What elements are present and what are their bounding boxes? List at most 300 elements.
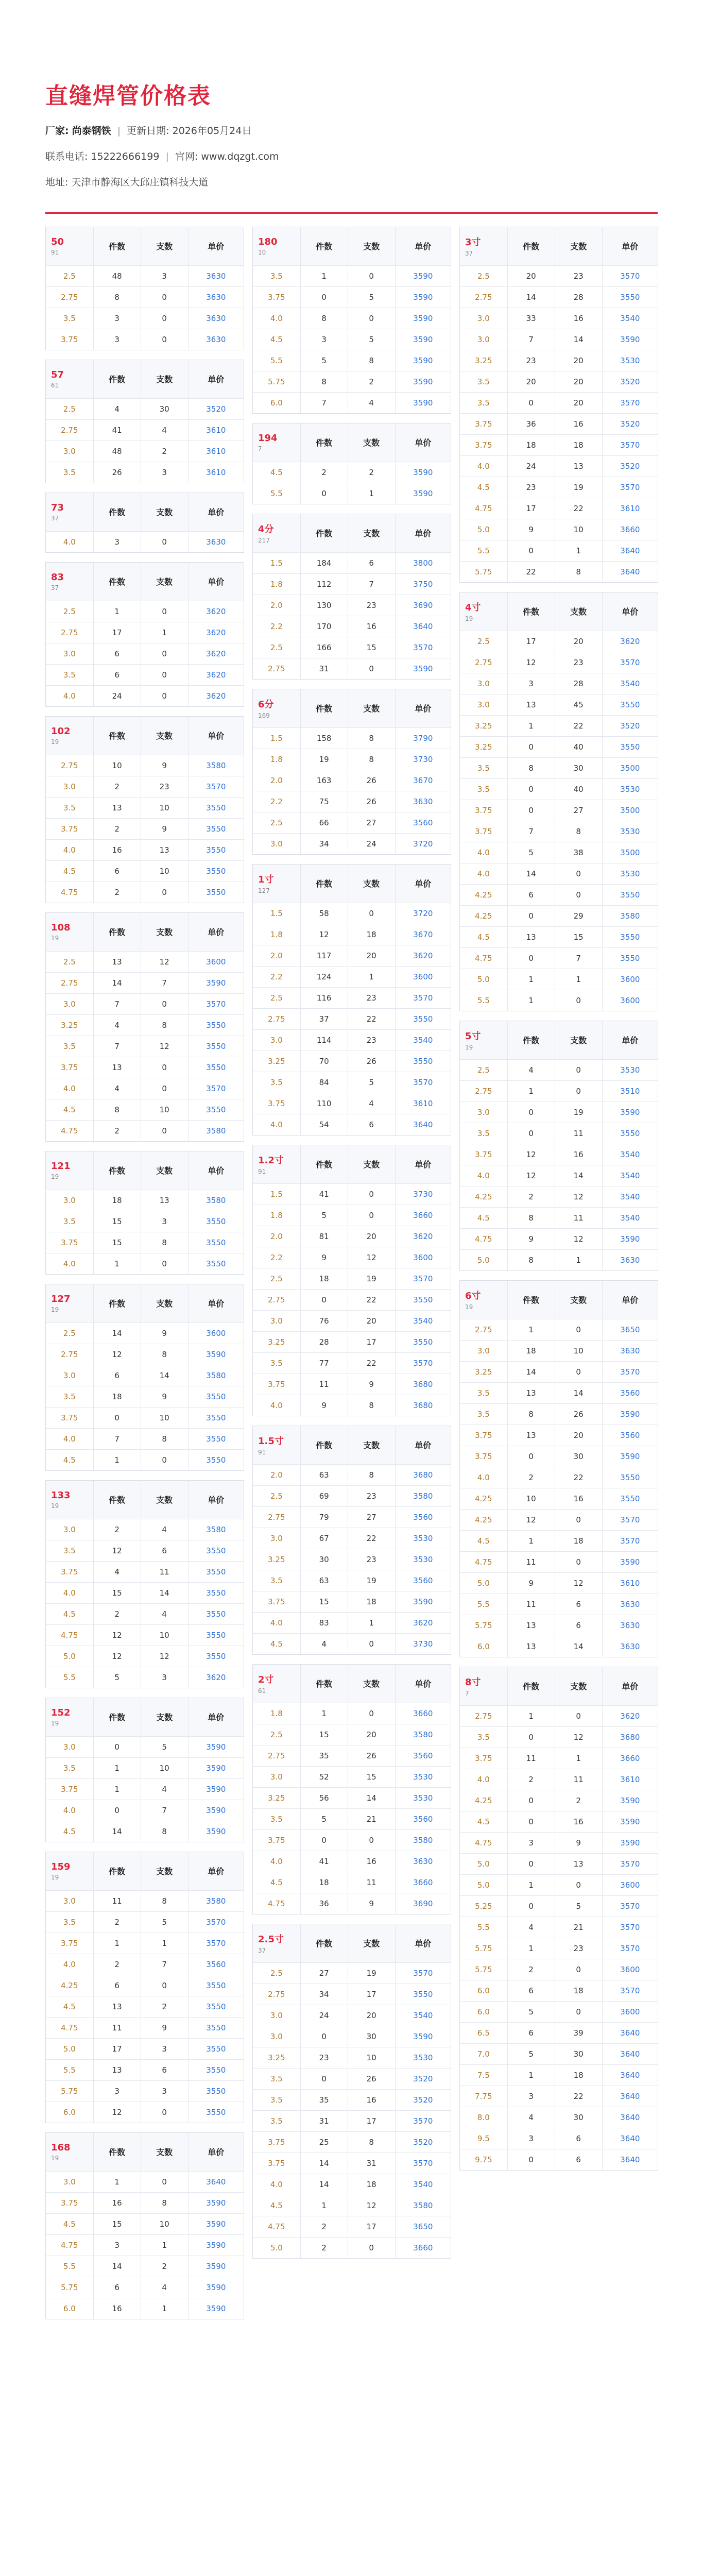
thickness-cell: 3.75: [253, 1829, 300, 1851]
thickness-cell: 2.5: [46, 1323, 93, 1344]
thickness-cell: 4.25: [460, 1186, 507, 1207]
pieces-cell: 11: [141, 1561, 188, 1582]
count-cell: 6: [93, 1365, 141, 1386]
pieces-cell: 30: [555, 757, 602, 778]
thickness-cell: 3.75: [460, 1446, 507, 1467]
count-cell: 4: [93, 1561, 141, 1582]
pieces-cell: 4: [141, 1778, 188, 1800]
pieces-header: 支数: [555, 1667, 602, 1705]
thickness-cell: 2.5: [253, 1724, 300, 1745]
spec-subcode: 91: [258, 1449, 266, 1456]
thickness-cell: 3.0: [253, 1310, 300, 1331]
pieces-cell: 23: [555, 265, 602, 286]
price-cell: 3570: [602, 652, 658, 673]
price-table-card: [252, 227, 451, 414]
table-row: [460, 455, 658, 477]
pieces-cell: 18: [555, 1530, 602, 1551]
price-cell: 3580: [188, 1890, 244, 1911]
table-row: [253, 637, 451, 658]
count-header: 件数: [507, 1667, 555, 1705]
size-header: [253, 514, 300, 552]
thickness-cell: 3.0: [46, 1519, 93, 1540]
table-row: [253, 1029, 451, 1050]
size-header: [253, 1924, 300, 1962]
count-cell: 5: [507, 2043, 555, 2064]
spec-name: 121: [51, 1160, 71, 1172]
pieces-cell: 20: [348, 1310, 395, 1331]
table-row: [253, 945, 451, 966]
count-cell: 7: [300, 392, 348, 413]
table-row: [460, 519, 658, 540]
pieces-cell: 0: [348, 2237, 395, 2258]
thickness-cell: 4.75: [46, 882, 93, 903]
thickness-cell: 5.5: [46, 2059, 93, 2080]
table-row: [46, 1954, 244, 1975]
price-cell: 3550: [188, 1232, 244, 1253]
price-cell: 3550: [188, 1996, 244, 2017]
price-table-card: [252, 1664, 451, 1914]
table-body: [253, 1962, 451, 2258]
price-cell: 3590: [188, 2277, 244, 2298]
table-header: [46, 1284, 244, 1323]
count-header: 件数: [93, 360, 141, 398]
price-cell: 3630: [206, 537, 226, 547]
count-header: 件数: [300, 514, 348, 552]
count-cell: 12: [507, 1165, 555, 1186]
count-cell: 17: [93, 2038, 141, 2059]
table-row: [253, 1114, 451, 1135]
price-cell: 3540: [602, 1186, 658, 1207]
spec-subcode: 19: [465, 1044, 473, 1052]
price-cell: 3550: [188, 1561, 244, 1582]
pieces-cell: 26: [348, 770, 395, 791]
count-cell: 5: [300, 1205, 348, 1226]
header-row: [460, 1667, 658, 1705]
count-cell: 17: [507, 631, 555, 652]
price-table-card: [45, 716, 244, 903]
table-row: [253, 616, 451, 637]
pieces-cell: 3: [141, 1211, 188, 1232]
thickness-cell: 4.25: [460, 884, 507, 905]
count-cell: 48: [93, 440, 141, 462]
count-cell: 2: [93, 1519, 141, 1540]
thickness-cell: 2.5: [46, 601, 93, 622]
table-body: [253, 1464, 451, 1654]
price-cell: 3680: [413, 1400, 433, 1410]
table-row: [460, 1101, 658, 1123]
table-row: [460, 1636, 658, 1657]
count-cell: 13: [507, 1615, 555, 1636]
thickness-cell: 3.0: [253, 2005, 300, 2026]
count-header: 件数: [93, 1852, 141, 1890]
spec-subcode: 19: [51, 1502, 59, 1510]
table-row: [460, 286, 658, 308]
pieces-cell: 23: [348, 595, 395, 616]
price-cell: 3600: [602, 1959, 658, 1980]
pieces-cell: 22: [555, 498, 602, 519]
price-cell: 3680: [395, 1464, 451, 1485]
count-cell: 13: [507, 694, 555, 715]
price-cell: 3570: [395, 2110, 451, 2131]
pieces-cell: 2: [348, 371, 395, 392]
thickness-cell: 2.0: [253, 945, 300, 966]
pieces-cell: 20: [555, 1425, 602, 1446]
spec-subcode: 91: [258, 1168, 266, 1176]
count-cell: 14: [93, 2256, 141, 2277]
pieces-cell: 16: [555, 413, 602, 434]
count-cell: 36: [507, 413, 555, 434]
header-row: [460, 1021, 658, 1059]
pieces-cell: 20: [348, 945, 395, 966]
thickness-cell: 3.5: [253, 1352, 300, 1374]
table-row: [460, 1165, 658, 1186]
table-body: [253, 903, 451, 1135]
count-cell: 81: [300, 1226, 348, 1247]
price-table-card: [45, 1852, 244, 2123]
price-cell: 3540: [395, 2174, 451, 2195]
thickness-cell: 3.5: [460, 757, 507, 778]
thickness-cell: 3.0: [460, 694, 507, 715]
count-cell: 12: [507, 652, 555, 673]
pieces-cell: 14: [348, 1787, 395, 1808]
table-row: [46, 622, 244, 643]
pieces-cell: 10: [141, 1757, 188, 1778]
table-row: [46, 1386, 244, 1407]
table-row: [46, 1800, 244, 1821]
count-cell: 58: [300, 903, 348, 924]
pieces-cell: 30: [555, 2043, 602, 2064]
table-body: [253, 1183, 451, 1416]
pieces-header: 支数: [141, 717, 188, 755]
table-row: [460, 715, 658, 736]
table-row: [46, 993, 244, 1014]
count-cell: 0: [300, 483, 348, 504]
table-row: [46, 2171, 244, 2192]
pieces-cell: 17: [348, 1331, 395, 1352]
table-row: [460, 2086, 658, 2107]
count-cell: 2: [507, 1959, 555, 1980]
price-column: [45, 227, 244, 2319]
table-row: [46, 1519, 244, 1540]
price-cell: 3580: [395, 1485, 451, 1506]
thickness-cell: 4.0: [46, 531, 93, 552]
table-row: [46, 531, 244, 552]
table-row: [46, 972, 244, 993]
spec-subcode: 61: [51, 381, 59, 389]
price-cell: 3550: [188, 2038, 244, 2059]
pieces-cell: 12: [555, 1228, 602, 1249]
thickness-cell: 5.75: [253, 371, 300, 392]
price-cell: 3590: [206, 1826, 226, 1836]
pieces-cell: 0: [141, 882, 188, 903]
spec-subcode: 37: [258, 1947, 266, 1955]
price-cell: 3550: [188, 1036, 244, 1057]
table-row: [46, 1407, 244, 1428]
spec-name: 83: [51, 571, 64, 583]
separator: |: [117, 125, 121, 137]
count-cell: 6: [507, 884, 555, 905]
header-row: [46, 1151, 244, 1190]
table-row: [460, 1726, 658, 1748]
spec-subcode: 10: [258, 248, 266, 256]
table-row: [460, 1228, 658, 1249]
count-cell: 8: [300, 308, 348, 329]
thickness-cell: 3.0: [253, 1528, 300, 1549]
count-cell: 0: [300, 286, 348, 308]
count-cell: 66: [300, 812, 348, 833]
thickness-cell: 4.5: [253, 462, 300, 483]
pieces-cell: 20: [555, 371, 602, 392]
thickness-cell: 4.0: [253, 1851, 300, 1872]
price-cell: 3670: [395, 924, 451, 945]
spec-subcode: 7: [465, 1690, 469, 1698]
pieces-cell: 7: [555, 947, 602, 969]
count-cell: 1: [507, 2064, 555, 2086]
thickness-cell: 7.75: [460, 2086, 507, 2107]
price-cell: 3550: [188, 1603, 244, 1624]
price-cell: 3520: [188, 398, 244, 419]
thickness-cell: 8.0: [460, 2107, 507, 2128]
price-cell: 3550: [395, 1984, 451, 2005]
thickness-cell: 4.0: [460, 1467, 507, 1488]
table-row: [253, 1072, 451, 1093]
count-cell: 2: [93, 882, 141, 903]
price-cell: 3550: [206, 2107, 226, 2117]
price-cell: 3620: [188, 622, 244, 643]
pieces-header: 支数: [348, 227, 395, 265]
count-cell: 4: [300, 1633, 348, 1654]
pieces-cell: 0: [141, 601, 188, 622]
pieces-cell: 13: [555, 455, 602, 477]
spec-name: 108: [51, 922, 71, 933]
thickness-cell: 3.75: [46, 1778, 93, 1800]
price-cell: 3800: [395, 552, 451, 573]
thickness-cell: 3.25: [46, 1014, 93, 1036]
pieces-cell: 5: [348, 286, 395, 308]
thickness-cell: 3.5: [460, 392, 507, 413]
thickness-cell: 3.5: [46, 797, 93, 818]
table-row: [460, 540, 658, 561]
table-row: [46, 1344, 244, 1365]
thickness-cell: 3.5: [460, 1123, 507, 1144]
thickness-cell: 4.5: [46, 1449, 93, 1470]
price-header: 单价: [395, 514, 451, 552]
count-cell: 5: [300, 1808, 348, 1829]
price-cell: 3530: [602, 350, 658, 371]
table-row: [46, 1624, 244, 1646]
thickness-cell: 4.25: [46, 1975, 93, 1996]
spec-name: 159: [51, 1861, 71, 1872]
thickness-cell: 3.75: [460, 1425, 507, 1446]
count-cell: 8: [507, 757, 555, 778]
price-cell: 3630: [188, 308, 244, 329]
price-cell: 3640: [602, 2043, 658, 2064]
site-link[interactable]: www.dqzgt.com: [201, 151, 279, 162]
thickness-cell: 4.5: [46, 2213, 93, 2234]
price-cell: 3610: [206, 467, 226, 477]
table-header: [460, 1021, 658, 1059]
pieces-cell: 12: [348, 1247, 395, 1268]
table-header: [46, 227, 244, 265]
thickness-cell: 2.0: [253, 1464, 300, 1485]
header-row: [46, 1481, 244, 1519]
pieces-cell: 8: [348, 2131, 395, 2153]
thickness-cell: 3.25: [460, 715, 507, 736]
price-cell: 3660: [413, 2243, 433, 2252]
thickness-cell: 4.0: [253, 1395, 300, 1416]
price-table-card: [252, 1924, 451, 2259]
table-row: [253, 595, 451, 616]
count-cell: 52: [300, 1766, 348, 1787]
price-column: [252, 227, 451, 2259]
count-cell: 17: [93, 622, 141, 643]
pieces-cell: 0: [348, 308, 395, 329]
table-row: [253, 552, 451, 573]
spec-subcode: 91: [51, 248, 59, 256]
table-header: [253, 1145, 451, 1183]
count-cell: 13: [93, 2059, 141, 2080]
pieces-cell: 27: [348, 1506, 395, 1528]
table-row: [460, 2128, 658, 2149]
price-table: [46, 563, 244, 706]
price-cell: 3660: [602, 519, 658, 540]
price-cell: 3530: [395, 1549, 451, 1570]
thickness-cell: 3.75: [460, 1748, 507, 1769]
price-table: [253, 1665, 451, 1914]
thickness-cell: 2.0: [253, 770, 300, 791]
pieces-cell: 23: [555, 1938, 602, 1959]
spec-subcode: 169: [258, 712, 270, 720]
count-cell: 17: [507, 498, 555, 519]
table-row: [253, 2237, 451, 2258]
separator: |: [165, 151, 169, 162]
count-header: 件数: [300, 1145, 348, 1183]
pieces-cell: 10: [141, 1624, 188, 1646]
spec-name: 4寸: [465, 602, 481, 614]
price-cell: 3590: [413, 398, 433, 408]
phone-number[interactable]: 15222666199: [91, 151, 160, 162]
thickness-cell: 5.5: [46, 1667, 93, 1688]
price-cell: 3590: [188, 2213, 244, 2234]
table-body: [46, 531, 244, 552]
count-cell: 14: [300, 2174, 348, 2195]
table-row: [460, 1467, 658, 1488]
thickness-cell: 3.0: [46, 1736, 93, 1757]
pieces-cell: 10: [141, 2213, 188, 2234]
table-row: [253, 1247, 451, 1268]
thickness-cell: 4.0: [46, 839, 93, 860]
table-header: [460, 227, 658, 265]
pieces-cell: 18: [348, 924, 395, 945]
pieces-cell: 1: [348, 966, 395, 987]
spec-name: 1.5寸: [258, 1436, 284, 1447]
table-row: [253, 462, 451, 483]
table-row: [46, 329, 244, 350]
count-header: 件数: [93, 1698, 141, 1736]
price-cell: 3680: [602, 1726, 658, 1748]
pieces-header: 支数: [555, 1281, 602, 1319]
pieces-cell: 0: [348, 658, 395, 679]
table-body: [46, 755, 244, 903]
table-row: [46, 1890, 244, 1911]
price-header: 单价: [188, 1852, 244, 1890]
price-cell: 3550: [188, 839, 244, 860]
pieces-cell: 16: [348, 616, 395, 637]
pieces-cell: 0: [555, 990, 602, 1011]
spec-name: 8寸: [465, 1677, 481, 1688]
price-cell: 3550: [188, 2017, 244, 2038]
count-cell: 77: [300, 1352, 348, 1374]
pieces-header: 支数: [555, 1021, 602, 1059]
count-cell: 158: [300, 727, 348, 749]
table-row: [253, 2131, 451, 2153]
table-row: [460, 2001, 658, 2022]
table-row: [460, 1748, 658, 1769]
count-cell: 12: [93, 2102, 141, 2123]
thickness-cell: 3.5: [46, 462, 93, 483]
spec-name: 5寸: [465, 1031, 481, 1042]
table-row: [253, 2068, 451, 2089]
price-cell: 3630: [620, 1641, 640, 1651]
thickness-cell: 5.75: [46, 2080, 93, 2102]
thickness-cell: 3.75: [253, 1374, 300, 1395]
table-row: [46, 797, 244, 818]
count-cell: 18: [507, 434, 555, 455]
thickness-cell: 5.5: [460, 1594, 507, 1615]
header-row: [253, 1426, 451, 1464]
price-cell: 3570: [188, 776, 244, 797]
price-cell: 3550: [188, 1099, 244, 1120]
count-cell: 110: [300, 1093, 348, 1114]
price-cell: 3590: [602, 1551, 658, 1572]
count-cell: 14: [93, 1821, 141, 1842]
price-table: [253, 227, 451, 413]
thickness-cell: 5.75: [460, 561, 507, 582]
thickness-cell: 3.0: [46, 993, 93, 1014]
pieces-cell: 40: [555, 736, 602, 757]
price-cell: 3550: [188, 818, 244, 839]
table-row: [253, 2005, 451, 2026]
thickness-cell: 5.5: [460, 540, 507, 561]
thickness-cell: 2.75: [46, 972, 93, 993]
pieces-cell: 9: [141, 2017, 188, 2038]
pieces-cell: 0: [555, 1361, 602, 1382]
maker-name: 尚泰钢铁: [72, 125, 111, 137]
thickness-cell: 2.75: [46, 419, 93, 440]
table-row: [46, 1646, 244, 1667]
price-header: 单价: [188, 1481, 244, 1519]
price-cell: 3550: [188, 860, 244, 882]
header-row: [253, 865, 451, 903]
pieces-cell: 28: [555, 673, 602, 694]
size-header: [253, 1665, 300, 1703]
thickness-cell: 3.5: [460, 778, 507, 800]
thickness-cell: 3.25: [460, 350, 507, 371]
count-cell: 12: [93, 1344, 141, 1365]
header-row: [46, 913, 244, 951]
price-header: 单价: [395, 865, 451, 903]
thickness-cell: 3.0: [460, 673, 507, 694]
pieces-cell: 14: [141, 1582, 188, 1603]
price-cell: 3620: [188, 643, 244, 664]
table-row: [460, 1705, 658, 1726]
count-cell: 14: [507, 286, 555, 308]
count-header: 件数: [300, 1426, 348, 1464]
count-cell: 11: [93, 1890, 141, 1911]
table-row: [460, 413, 658, 434]
table-row: [460, 1811, 658, 1832]
pieces-cell: 0: [141, 531, 188, 552]
